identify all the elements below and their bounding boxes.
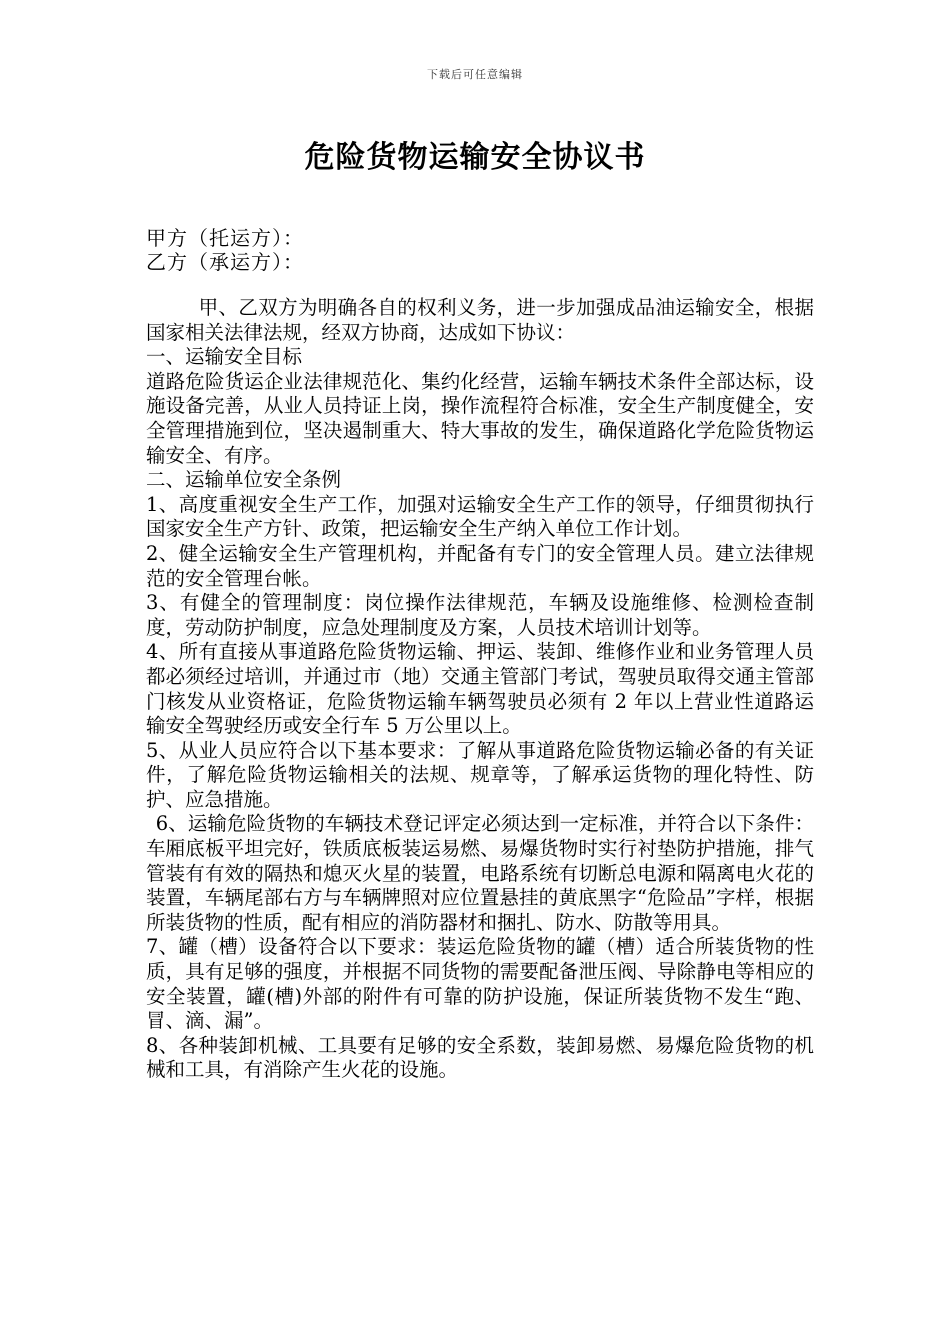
safety-goal-paragraph: 道路危险货运企业法律规范化、集约化经营，运输车辆技术条件全部达标，设施设备完善，从业人员持证上岗，操作流程符合标准，安全生产制度健全，安全管理措施到位，坚决遏制重大、特大事故的发生，确保道路化学危险货物运输安全、有序。 bbox=[146, 369, 814, 467]
rule-item-4: 4、所有直接从事道路危险货物运输、押运、装卸、维修作业和业务管理人员都必须经过培训，并通过市（地）交通主管部门考试，驾驶员取得交通主管部门核发从业资格证，危险货物运输车辆驾驶员必须有 2 年以上营业性道路运输安全驾驶经历或安全行车 5 万公里以上。 bbox=[146, 640, 814, 738]
section-heading-safety-rules: 二、运输单位安全条例 bbox=[146, 468, 342, 492]
rule-item-8: 8、各种装卸机械、工具要有足够的安全系数，装卸易燃、易爆危险货物的机械和工具，有消除产生火花的设施。 bbox=[146, 1033, 814, 1082]
document-title: 危险货物运输安全协议书 bbox=[304, 140, 646, 175]
agreement-body bbox=[146, 296, 814, 1083]
rule-item-6: 6、运输危险货物的车辆技术登记评定必须达到一定标准，并符合以下条件：车厢底板平坦完好，铁质底板装运易燃、易爆货物时实行衬垫防护措施，排气管装有有效的隔热和熄灭火星的装置，电路系统有切断总电源和隔离电火花的装置，车辆尾部右方与车辆牌照对应位置悬挂的黄底黑字“危险品”字样，根据所装货物的性质，配有相应的消防器材和捆扎、防水、防散等用具。 bbox=[146, 812, 814, 934]
party-a-line: 甲方（托运方）： bbox=[146, 226, 304, 250]
intro-paragraph: 甲、乙双方为明确各自的权利义务，进一步加强成品油运输安全，根据国家相关法律法规，经双方协商，达成如下协议： bbox=[146, 296, 814, 344]
rule-item-1: 1、高度重视安全生产工作，加强对运输安全生产工作的领导，仔细贯彻执行国家安全生产方针、政策，把运输安全生产纳入单位工作计划。 bbox=[146, 492, 814, 541]
rule-item-3: 3、有健全的管理制度：岗位操作法律规范，车辆及设施维修、检测检查制度，劳动防护制度，应急处理制度及方案，人员技术培训计划等。 bbox=[146, 591, 814, 639]
rule-item-5: 5、从业人员应符合以下基本要求：了解从事道路危险货物运输必备的有关证件，了解危险货物运输相关的法规、规章等，了解承运货物的理化特性、防护、应急措施。 bbox=[146, 738, 814, 811]
page-header-note: 下载后可任意编辑 bbox=[427, 68, 523, 81]
party-b-line: 乙方（承运方）： bbox=[146, 250, 304, 274]
rule-item-7: 7、罐（槽）设备符合以下要求：装运危险货物的罐（槽）适合所装货物的性质，具有足够的强度，并根据不同货物的需要配备泄压阀、导除静电等相应的安全装置，罐(槽)外部的附件有可靠的防护设施，保证所装货物不发生“跑、冒、滴、漏”。 bbox=[146, 935, 814, 1033]
section-heading-safety-goal: 一、运输安全目标 bbox=[146, 345, 303, 369]
rule-item-2: 2、健全运输安全生产管理机构，并配备有专门的安全管理人员。建立法律规范的安全管理台帐。 bbox=[146, 541, 814, 590]
party-info bbox=[146, 226, 304, 274]
